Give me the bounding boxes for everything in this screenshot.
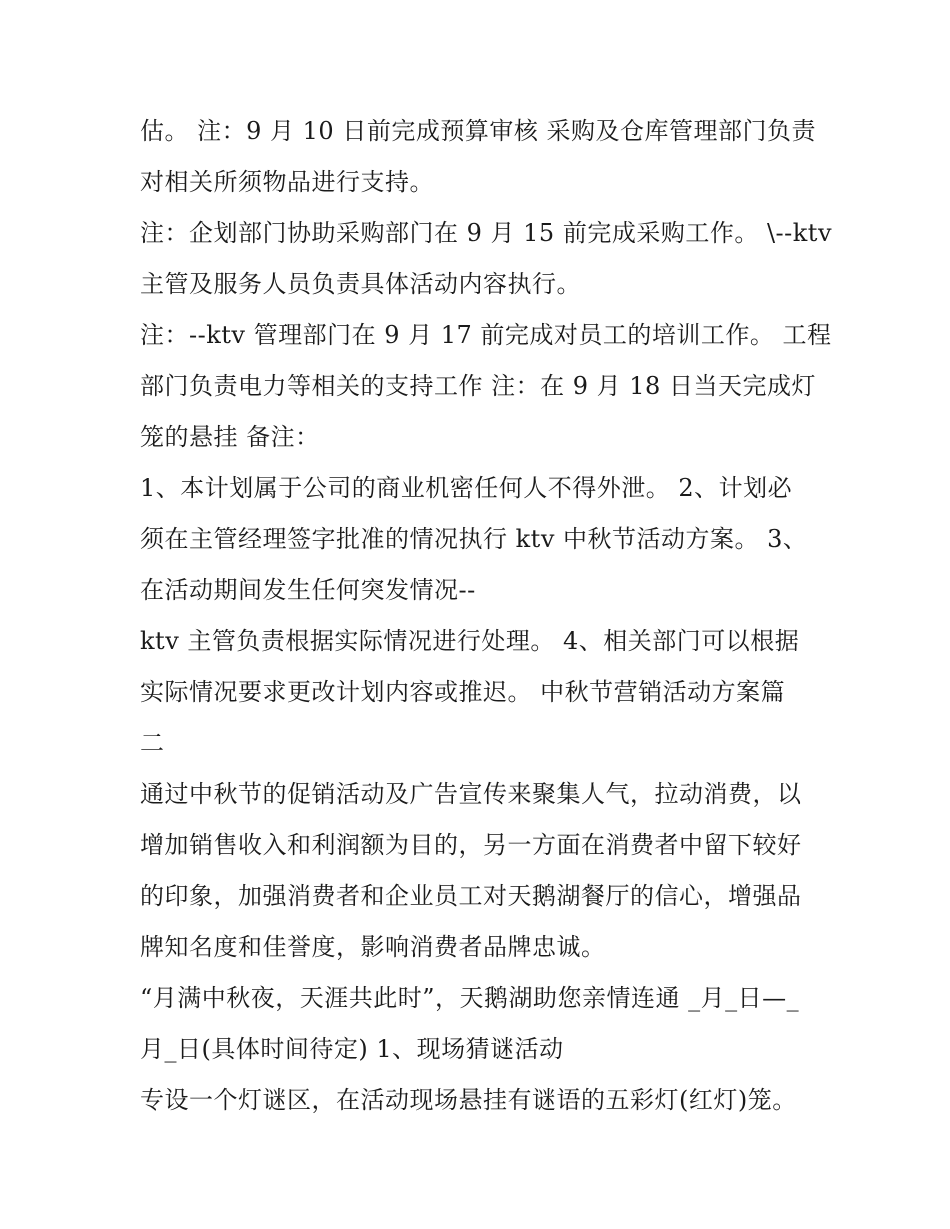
- text-line: 增加销售收入和利润额为目的，另一方面在消费者中留下较好: [140, 831, 802, 859]
- text-line: 主管及服务人员负责具体活动内容执行。: [140, 270, 581, 298]
- text-line: 估。 注：9 月 10 日前完成预算审核 采购及仓库管理部门负责: [140, 117, 816, 145]
- text-line: 二: [140, 729, 165, 757]
- text-line: 在活动期间发生任何突发情况--: [140, 576, 476, 604]
- text-line: 的印象，加强消费者和企业员工对天鹅湖餐厅的信心，增强品: [140, 882, 802, 910]
- text-line: “月满中秋夜，天涯共此时”，天鹅湖助您亲情连通 _月_日—_: [140, 984, 800, 1012]
- document-body: [140, 106, 833, 1126]
- text-line: 部门负责电力等相关的支持工作 注：在 9 月 18 日当天完成灯: [140, 372, 816, 400]
- text-line: ktv 主管负责根据实际情况进行处理。 4、相关部门可以根据: [140, 627, 800, 655]
- text-line: 专设一个灯谜区，在活动现场悬挂有谜语的五彩灯(红灯)笼。: [140, 1086, 797, 1114]
- text-line: 实际情况要求更改计划内容或推迟。 中秋节营销活动方案篇: [140, 678, 786, 706]
- text-line: 须在主管经理签字批准的情况执行 ktv 中秋节活动方案。 3、: [140, 525, 808, 553]
- text-line: 通过中秋节的促销活动及广告宣传来聚集人气，拉动消费，以: [140, 780, 802, 808]
- text-line: 月_日(具体时间待定) 1、现场猜谜活动: [140, 1035, 564, 1063]
- text-line: 牌知名度和佳誉度，影响消费者品牌忠诚。: [140, 933, 606, 961]
- text-line: 注：--ktv 管理部门在 9 月 17 前完成对员工的培训工作。 工程: [140, 321, 832, 349]
- text-line: 对相关所须物品进行支持。: [140, 168, 434, 196]
- text-line: 1、本计划属于公司的商业机密任何人不得外泄。 2、计划必: [140, 474, 793, 502]
- text-line: 笼的悬挂 备注：: [140, 423, 320, 451]
- text-line: 注：企划部门协助采购部门在 9 月 15 前完成采购工作。 \--ktv: [140, 219, 833, 247]
